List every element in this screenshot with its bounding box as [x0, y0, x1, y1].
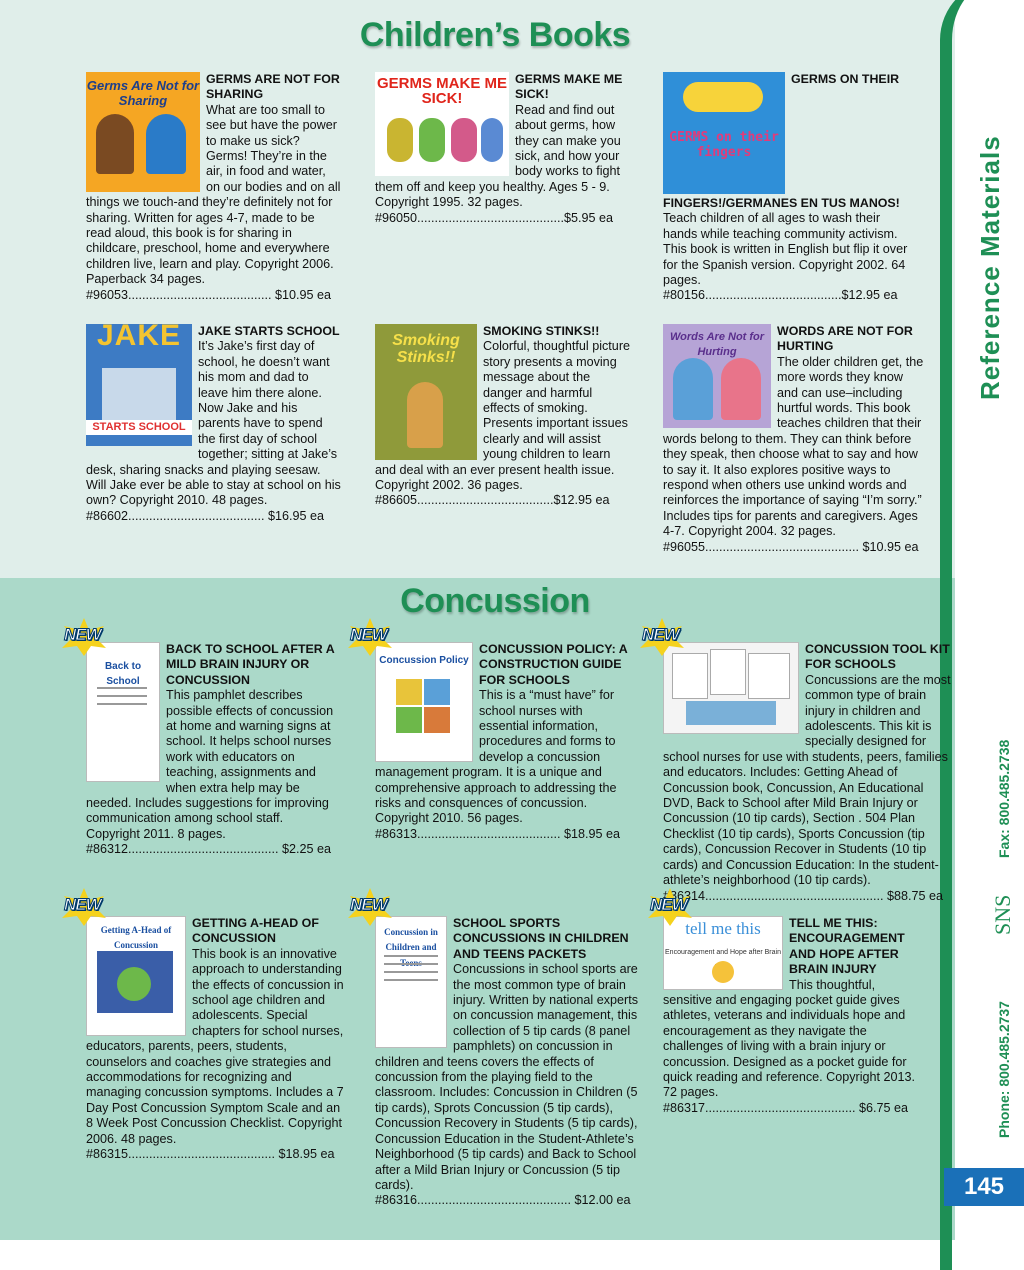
- product-title: GERMS ON THEIR FINGERS!/GERMANES EN TUS MANOS!: [663, 72, 900, 210]
- product-concussion-tool-kit: [663, 642, 955, 904]
- category-label: Reference Materials: [975, 135, 1005, 400]
- book-cover-image: Concussion Policy: [375, 642, 473, 762]
- new-badge: NEW: [344, 616, 396, 656]
- new-badge: NEW: [636, 616, 688, 656]
- fax-number: Fax: 800.485.2738: [996, 739, 1012, 858]
- product-title: TELL ME THIS: ENCOURAGEMENT AND HOPE AFTER BRAIN INJURY: [789, 916, 905, 977]
- product-price: #86605.......................................$12.95 ea: [375, 493, 610, 508]
- product-price: #86313......................................... $18.95 ea: [375, 826, 621, 841]
- book-cover-image: GERMS on their fingers: [663, 72, 785, 194]
- product-germs-on-their-fingers: [663, 72, 915, 304]
- product-description: The older children get, the more words they know and can use–including hurtful words. This book teaches children that their words belong to them. They can think before they speak, then choose what to say and how to say it. It also explores positive ways to respond when others use unkind words and reinforces the importance of saying “I’m sorry.” Includes tips for parents and caregivers. Ages 4-7. Copyright 2004. 32 pages.: [663, 354, 924, 539]
- childrens-books-title: Children’s Books: [359, 16, 631, 54]
- book-cover-image: JAKE STARTS SCHOOL: [86, 324, 192, 446]
- new-badge: NEW: [58, 616, 110, 656]
- product-title: GETTING A-HEAD OF CONCUSSION: [192, 916, 319, 946]
- book-cover-image: tell me this Encouragement and Hope after Brain: [663, 916, 783, 990]
- book-cover-image: Getting A-Head of Concussion: [86, 916, 186, 1036]
- product-school-sports-concussions: [375, 916, 643, 1209]
- product-title: CONCUSSION POLICY: A CONSTRUCTION GUIDE FOR SCHOOLS: [479, 642, 628, 687]
- product-price: #80156.......................................$12.95 ea: [663, 288, 898, 303]
- product-description: Concussions are the most common type of brain injury in children and adolescents. This kit is specially designed for school nurses for use with students, peers, families and educators. Includes: Getting Ahead of Concussion book, Concussion, An Educational DVD, Back to School after Mild Brain Injury or Concussion (10 tip cards), Section . 504 Plan Checklist (10 tip cards), Sports Concussion (tip cards), Concussion Recover in Students (10 tip cards) and Concussion Education: In the student-athlete’s neighborhood (10 tip cards).: [663, 672, 951, 888]
- product-description: This book is an innovative approach to understanding the effects of concussion in school age children and adolescents. Special chapters for school nurses, educators, parents, peers, students, counselors and coaches give strategies and accommodations for recognizing and managing concussion symptoms. Includes a 7 Day Post Concussion Symptom Scale and an 8 Week Post Concussion Checklist. Copyright 2006. 48 pages.: [86, 946, 344, 1146]
- phone-number: Phone: 800.485.2737: [996, 1001, 1012, 1138]
- page-number: 145: [944, 1168, 1024, 1206]
- product-description: Colorful, thoughtful picture story presents a moving message about the danger and harmful effects of smoking. Presents important issues clearly and will assist young children to learn and deal with an ever present health issue. Copyright 2002. 36 pages.: [375, 339, 631, 493]
- product-description: This is a “must have” for school nurses with essential information, procedures and forms to develop a concussion management program. It is a unique and comprehensive approach to addressing the risks and consquences of concussion. Copyright 2010. 56 pages.: [375, 688, 617, 826]
- product-germs-make-me-sick: [375, 72, 627, 226]
- product-title: GERMS MAKE ME SICK!: [515, 72, 623, 102]
- product-price: #86317........................................... $6.75 ea: [663, 1100, 909, 1115]
- product-price: #86314................................................... $88.75 ea: [663, 888, 943, 903]
- product-description: This pamphlet describes possible effects of concussion at home and warning signs at school. It helps school nurses work with educators on teaching, assignments and when extra help may be needed. Includes suggestions for improving communication among school staff. Copyright 2011. 8 pages.: [86, 688, 334, 841]
- product-title: JAKE STARTS SCHOOL: [198, 324, 340, 338]
- product-title: GERMS ARE NOT FOR SHARING: [206, 72, 340, 102]
- product-price: #96050..........................................$5.95 ea: [375, 210, 614, 225]
- product-price: #86312........................................... $2.25 ea: [86, 842, 332, 857]
- book-cover-image: Germs Are Not for Sharing: [86, 72, 200, 192]
- product-description: What are too small to see but have the power to make us sick? Germs! They’re in the air, in food and water, on our bodies and on all things we touch-and they’re definitely not for sharing. Written for ages 4-7, made to be read aloud, this book is for sharing in childcare, preschool, home and everywhere children live, learn and play. Copyright 2006. Paperback 34 pages.: [86, 102, 341, 287]
- product-description: This thoughtful, sensitive and engaging pocket guide gives athletes, veterans and individuals hope and encouragement as they navigate the challenges of living with a brain injury or concussion. Designed as a pocket guide for quick reading and reference. Copyright 2013. 72 pages.: [663, 977, 916, 1100]
- product-smoking-stinks: [375, 324, 631, 509]
- product-tell-me-this: [663, 916, 925, 1116]
- product-title: SMOKING STINKS!!: [483, 324, 600, 338]
- product-description: Concussions in school sports are the most common type of brain injury. Written by national experts on concussion management, this collection of 5 tip cards (8 panel pamphlets) on concussion in children and teens covers the effects of concussion from the playing field to the classroom. Includes: Concussion in Children (5 tip cards), Sprots Concussion (5 tip cards), Concussion Recovery in Students (5 tip cards), Concussion Education in the Student-Athlete’s Neighborhood (5 tip cards) and Back to School after a Mild Brian Injury or Concussion (5 tip cards).: [375, 962, 639, 1192]
- product-concussion-policy: [375, 642, 629, 842]
- book-cover-image: Smoking Stinks!!: [375, 324, 477, 460]
- concussion-title: Concussion: [400, 582, 590, 620]
- product-description: Teach children of all ages to wash their hands while teaching community activism. This book is written in English but flip it over for the Spanish version. Copyright 2002. 64 pages.: [663, 211, 908, 288]
- product-words-not-for-hurting: [663, 324, 925, 555]
- product-price: #86316............................................ $12.00 ea: [375, 1193, 631, 1208]
- product-getting-a-head: [86, 916, 346, 1163]
- product-germs-not-for-sharing: [86, 72, 342, 303]
- product-jake-starts-school: [86, 324, 342, 524]
- new-badge: NEW: [344, 886, 396, 926]
- product-price: #96055............................................ $10.95 ea: [663, 539, 919, 554]
- product-price: #86315.......................................... $18.95 ea: [86, 1147, 335, 1162]
- book-cover-image: Back to School: [86, 642, 160, 782]
- product-description: It’s Jake’s first day of school, he doesn’t want his mom and dad to leave him there alone. Now Jake and his parents have to spend the first day of school together; sitting at Jake’s desk, sharing snacks and playing seesaw. Will Jake ever be able to stay at school on his own? Copyright 2010. 48 pages.: [86, 339, 341, 508]
- product-title: SCHOOL SPORTS CONCUSSIONS IN CHILDREN AND TEENS PACKETS: [453, 916, 629, 961]
- product-price: #96053......................................... $10.95 ea: [86, 287, 332, 302]
- product-title: WORDS ARE NOT FOR HURTING: [777, 324, 913, 354]
- product-price: #86602....................................... $16.95 ea: [86, 508, 325, 523]
- new-badge: NEW: [58, 886, 110, 926]
- product-description: Read and find out about germs, how they can make you sick, and how your body works to fight them off and keep you healthy. Ages 5 - 9. Copyright 1995. 32 pages.: [375, 102, 621, 210]
- product-title: BACK TO SCHOOL AFTER A MILD BRAIN INJURY OR CONCUSSION: [166, 642, 335, 687]
- product-title: CONCUSSION TOOL KIT FOR SCHOOLS: [805, 642, 950, 672]
- book-cover-image: Concussion in Children and: [375, 916, 447, 1048]
- brand-logo: SNS: [990, 894, 1015, 935]
- book-cover-image: Words Are Not for Hurting: [663, 324, 771, 428]
- product-back-to-school: [86, 642, 340, 858]
- new-badge: NEW: [644, 886, 696, 926]
- book-cover-image: GERMS MAKE ME SICK!: [375, 72, 509, 176]
